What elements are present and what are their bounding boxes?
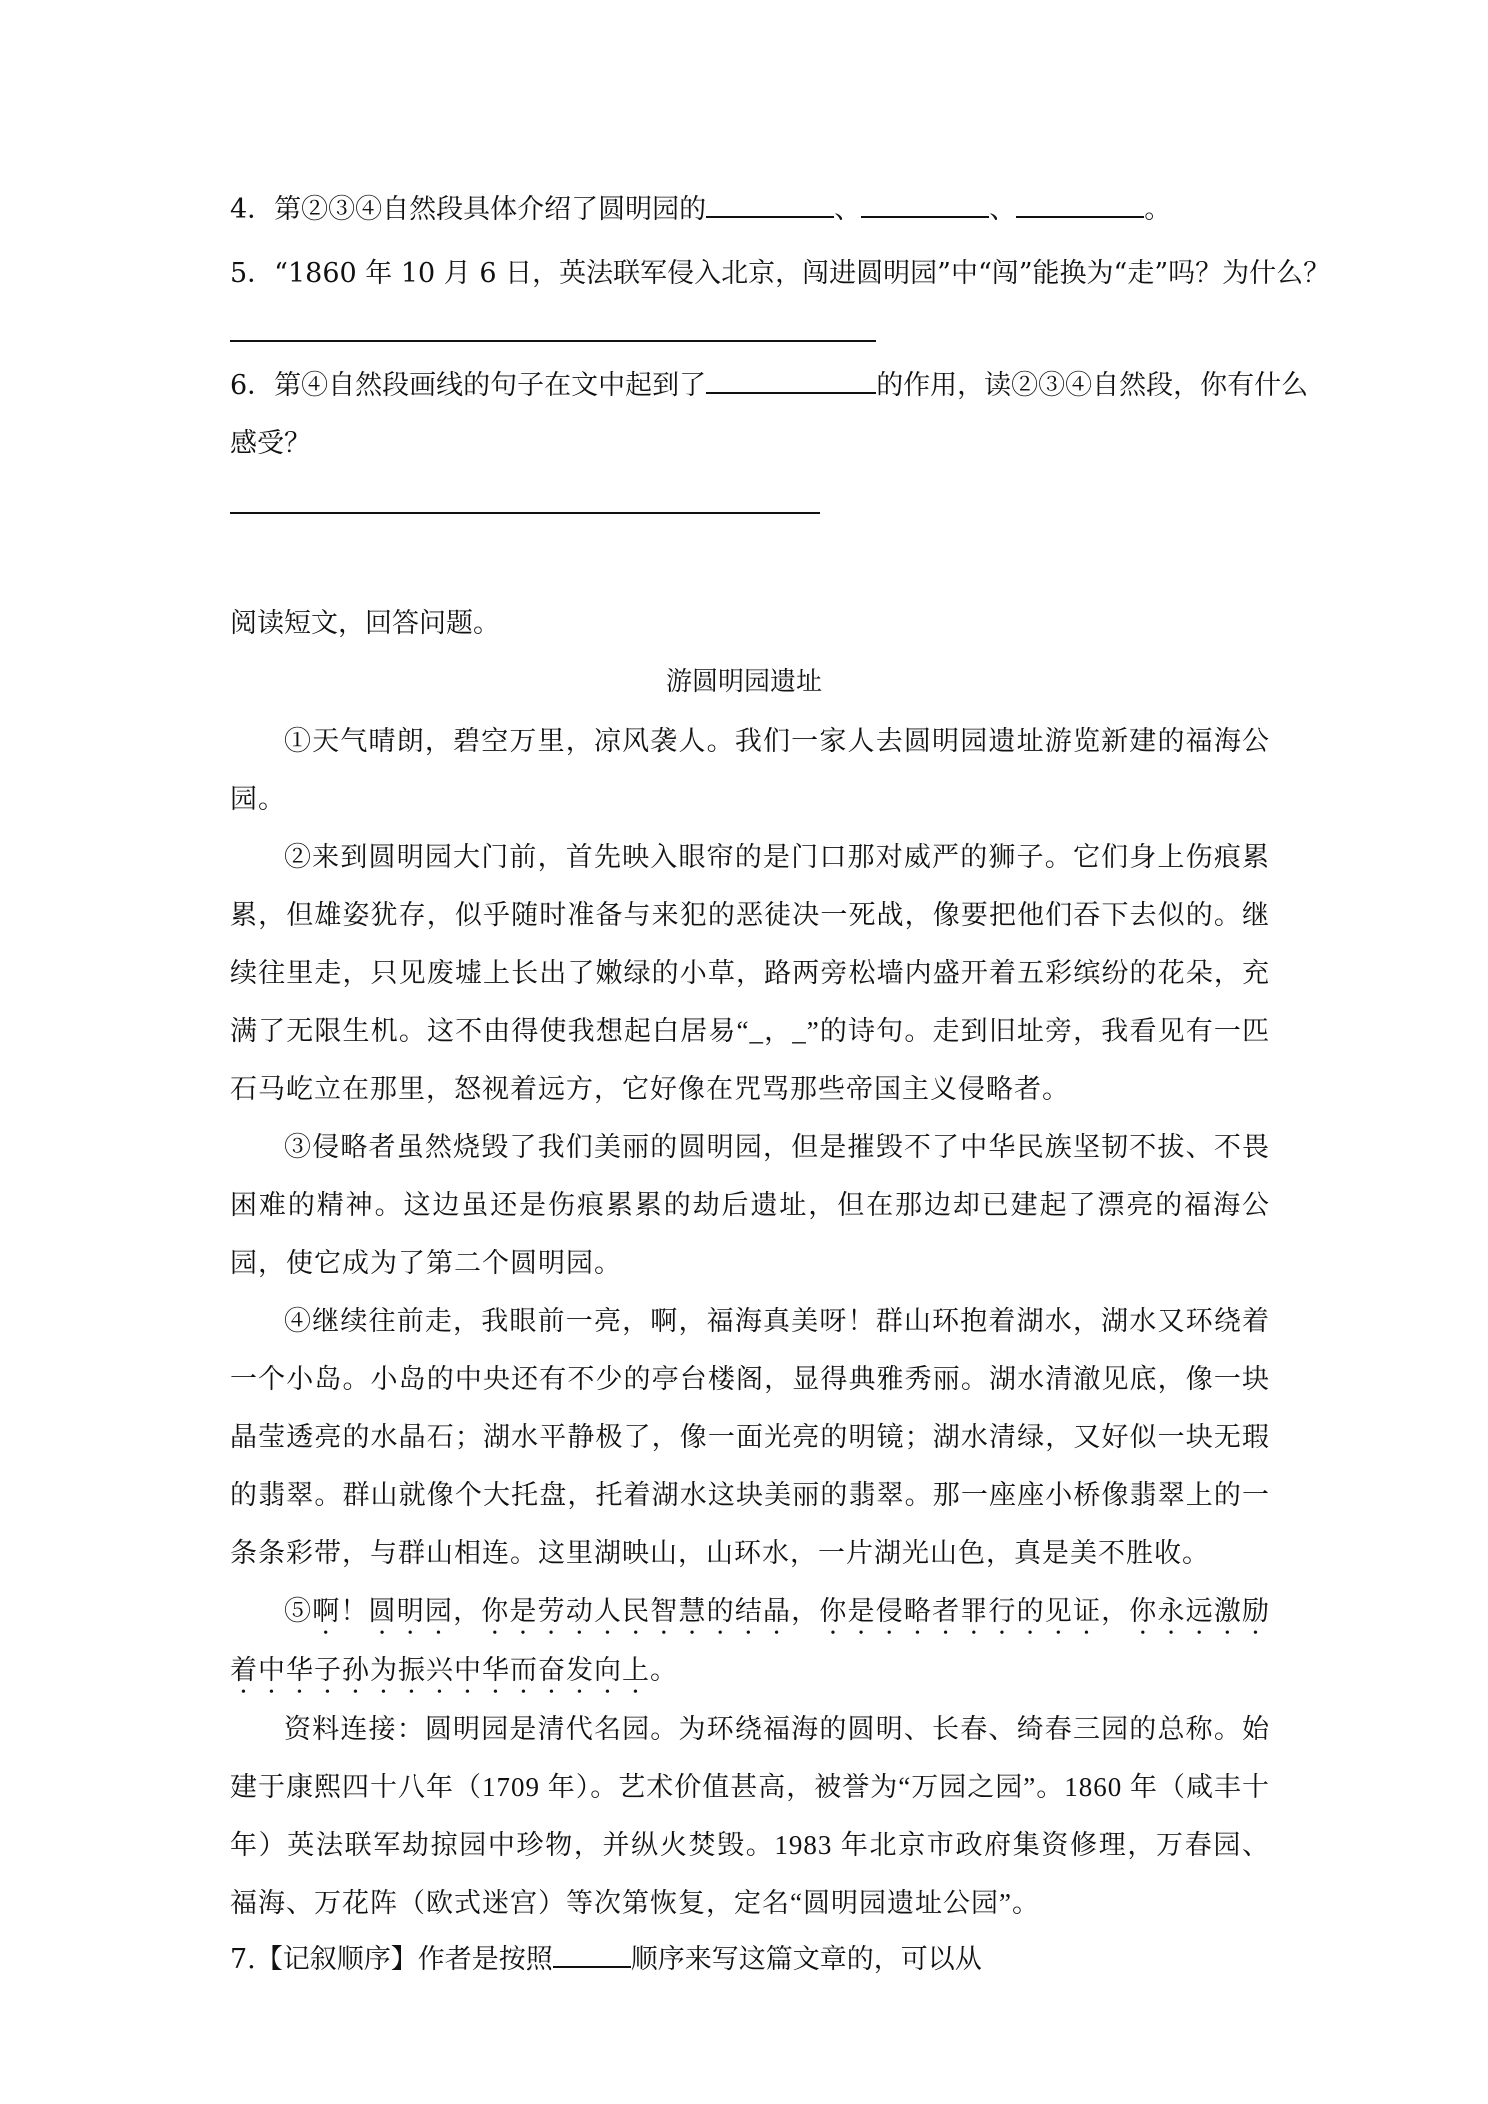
emphasized-sentence: 啊！圆明园，你是劳动人民智慧的结晶，你是侵略者罪行的见证，你永远激励着中华子孙为振兴中华而奋发向上。 xyxy=(230,1596,1271,1685)
question-6-text-after: 的作用，读②③④自然段，你有什么 xyxy=(876,370,1309,401)
separator: 、 xyxy=(834,194,862,225)
question-6-line2-text: 感受？ xyxy=(230,428,311,459)
question-5 xyxy=(230,254,1330,294)
question-4-end: 。 xyxy=(1144,194,1172,225)
question-7-text-after: 顺序来写这篇文章的，可以从 xyxy=(630,1944,982,1975)
question-7 xyxy=(230,1940,982,1980)
question-6-text-before: 6．第④自然段画线的句子在文中起到了 xyxy=(230,370,707,401)
material-link: 资料连接：圆明园是清代名园。为环绕福海的圆明、长春、绮春三园的总称。始建于康熙四十八年（1709 年）。艺术价值甚高，被誉为“万园之园”。1860 年（咸丰十年）英法联军劫掠园中珍物，并纵火焚毁。1983 年北京市政府集资修理，万春园、福海、万花阵（欧式迷宫）等次第恢复，定名“圆明园遗址公园”。 xyxy=(230,1714,1270,1918)
paragraph-3: ③侵略者虽然烧毁了我们美丽的圆明园，但是摧毁不了中华民族坚韧不拔、不畏困难的精神。这边虽还是伤痕累累的劫后遗址，但在那边却已建起了漂亮的福海公园，使它成为了第二个圆明园。 xyxy=(230,1132,1270,1278)
article-title: 游圆明园遗址 xyxy=(665,667,822,696)
answer-line[interactable] xyxy=(230,512,820,514)
question-6 xyxy=(230,366,1308,406)
paragraph-2: ②来到圆明园大门前，首先映入眼帘的是门口那对威严的狮子。它们身上伤痕累累，但雄姿犹存，似乎随时准备与来犯的恶徒决一死战，像要把他们吞下去似的。继续往里走，只见废墟上长出了嫩绿的小草，路两旁松墙内盛开着五彩缤纷的花朵，充满了无限生机。这不由得使我想起白居易“_，_”的诗句。走到旧址旁，我看见有一匹石马屹立在那里，怒视着远方，它好像在咒骂那些帝国主义侵略者。 xyxy=(230,842,1270,1104)
article-body xyxy=(230,712,1270,1932)
answer-blank[interactable] xyxy=(1016,190,1144,218)
question-7-text-before: 7.【记叙顺序】作者是按照 xyxy=(230,1944,553,1975)
answer-blank[interactable] xyxy=(706,366,876,394)
paragraph-5 xyxy=(230,1582,1270,1700)
paragraph-5-number: ⑤ xyxy=(284,1596,313,1626)
question-5-text: 5．“1860 年 10 月 6 日，英法联军侵入北京，闯进圆明园”中“闯”能换为“走”吗？为什么？ xyxy=(230,258,1331,289)
question-6-line2 xyxy=(230,424,311,464)
paragraph-4: ④继续往前走，我眼前一亮，啊，福海真美呀！群山环抱着湖水，湖水又环绕着一个小岛。小岛的中央还有不少的亭台楼阁，显得典雅秀丽。湖水清澈见底，像一块晶莹透亮的水晶石；湖水平静极了，像一面光亮的明镜；湖水清绿，又好似一块无瑕的翡翠。群山就像个大托盘，托着湖水这块美丽的翡翠。那一座座小桥像翡翠上的一条条彩带，与群山相连。这里湖映山，山环水，一片湖光山色，真是美不胜收。 xyxy=(230,1306,1270,1568)
question-4-text: 4．第②③④自然段具体介绍了圆明园的 xyxy=(230,194,707,225)
paragraph-1: ①天气晴朗，碧空万里，凉风袭人。我们一家人去圆明园遗址游览新建的福海公园。 xyxy=(230,726,1270,814)
reading-instruction: 阅读短文，回答问题。 xyxy=(230,608,500,639)
answer-blank[interactable] xyxy=(706,190,834,218)
answer-blank[interactable] xyxy=(553,1940,631,1968)
separator: 、 xyxy=(989,194,1017,225)
answer-line[interactable] xyxy=(230,340,876,342)
question-4 xyxy=(230,190,1171,230)
answer-blank[interactable] xyxy=(861,190,989,218)
